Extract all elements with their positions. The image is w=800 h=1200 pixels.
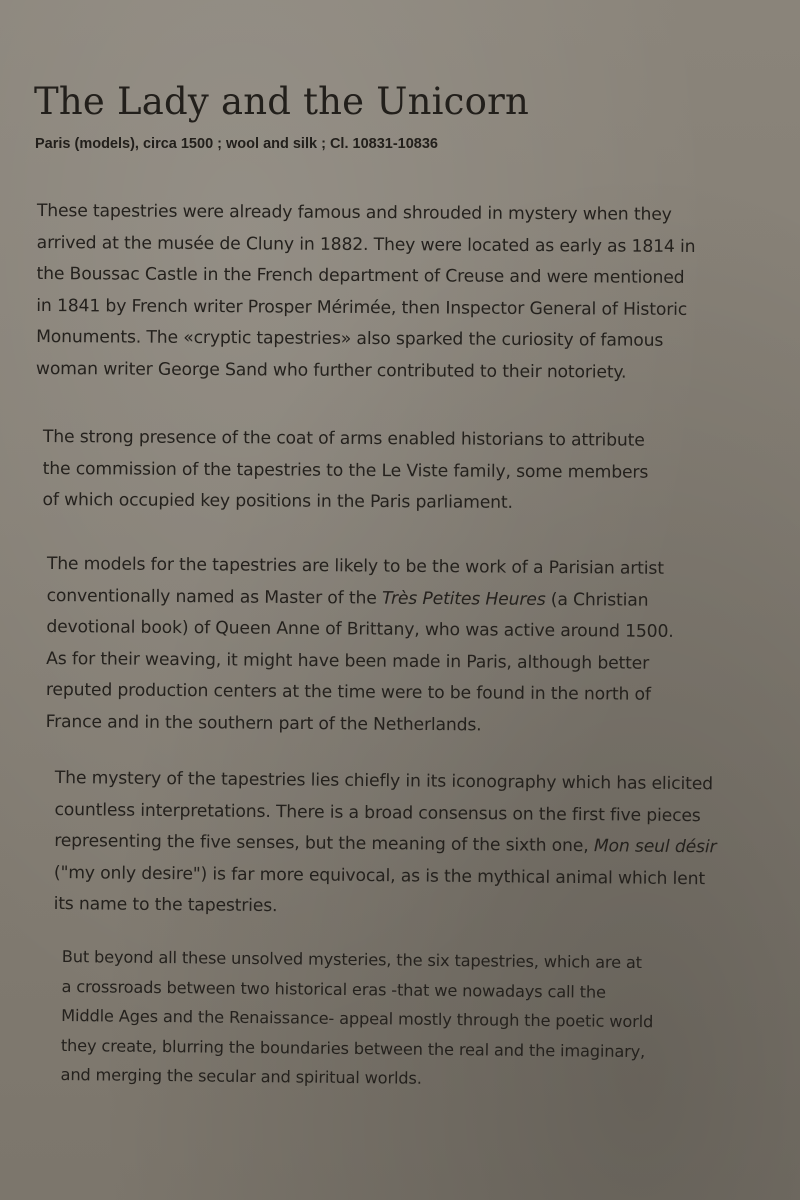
text-line: reputed production centers at the time were to be found in the north of [45, 679, 651, 705]
text-line: the Boussac Castle in the French department of Creuse and were mentioned [36, 263, 685, 288]
text-line: The models for the tapestries are likely to be the work of a Parisian artist [46, 553, 664, 579]
placard-subtitle: Paris (models), circa 1500 ; wool and silk ; Cl. 10831-10836 [35, 136, 438, 152]
text-line: Monuments. The «cryptic tapestries» also sparked the curiosity of famous [36, 326, 664, 351]
book-title-italic: Très Petites Heures [381, 588, 546, 610]
text-line: of which occupied key positions in the Paris parliament. [42, 489, 513, 513]
text-line: But beyond all these unsolved mysteries, the six tapestries, which are at [61, 946, 643, 973]
paragraph-models [46, 549, 675, 743]
text-span: (a Christian [545, 589, 649, 611]
paragraph-history [36, 196, 696, 389]
tapestry-title-italic: Mon seul désir [593, 836, 717, 858]
text-line: woman writer George Sand who further contributed to their notoriety. [35, 358, 627, 383]
text-line [47, 580, 674, 616]
text-line: a crossroads between two historical eras -that we nowadays call the [61, 976, 606, 1002]
paragraph-conclusion [60, 942, 653, 1096]
paragraph-mystery [53, 763, 717, 927]
text-line: Middle Ages and the Renaissance- appeal mostly through the poetic world [61, 1005, 654, 1032]
text-line: As for their weaving, it might have been made in Paris, although better [46, 648, 650, 674]
paragraph-coat-of-arms [42, 422, 648, 520]
text-line: the commission of the tapestries to the Le Viste family, some members [42, 458, 649, 483]
text-line: ("my only desire") is far more equivocal, as is the mythical animal which lent [53, 862, 706, 889]
text-line: they create, blurring the boundaries between the real and the imaginary, [60, 1035, 646, 1061]
text-line: and merging the secular and spiritual worlds. [60, 1064, 422, 1088]
text-line: France and in the southern part of the Netherlands. [45, 711, 482, 735]
text-span: conventionally named as Master of the [46, 585, 383, 609]
text-line: The mystery of the tapestries lies chiefly in its iconography which has elicited [54, 767, 714, 795]
text-line: countless interpretations. There is a broad consensus on the first five pieces [54, 799, 701, 826]
text-line: arrived at the musée de Cluny in 1882. They were located as early as 1814 in [36, 232, 696, 257]
placard-title: The Lady and the Unicorn [34, 80, 529, 123]
text-line: its name to the tapestries. [53, 893, 278, 917]
text-line: devotional book) of Queen Anne of Brittany, who was active around 1500. [46, 616, 674, 642]
text-span: representing the five senses, but the meaning of the sixth one, [54, 830, 594, 857]
text-line: These tapestries were already famous and shrouded in mystery when they [36, 200, 672, 225]
text-line: The strong presence of the coat of arms enabled historians to attribute [42, 426, 645, 451]
text-line: in 1841 by French writer Prosper Mérimée, then Inspector General of Historic [36, 295, 688, 320]
